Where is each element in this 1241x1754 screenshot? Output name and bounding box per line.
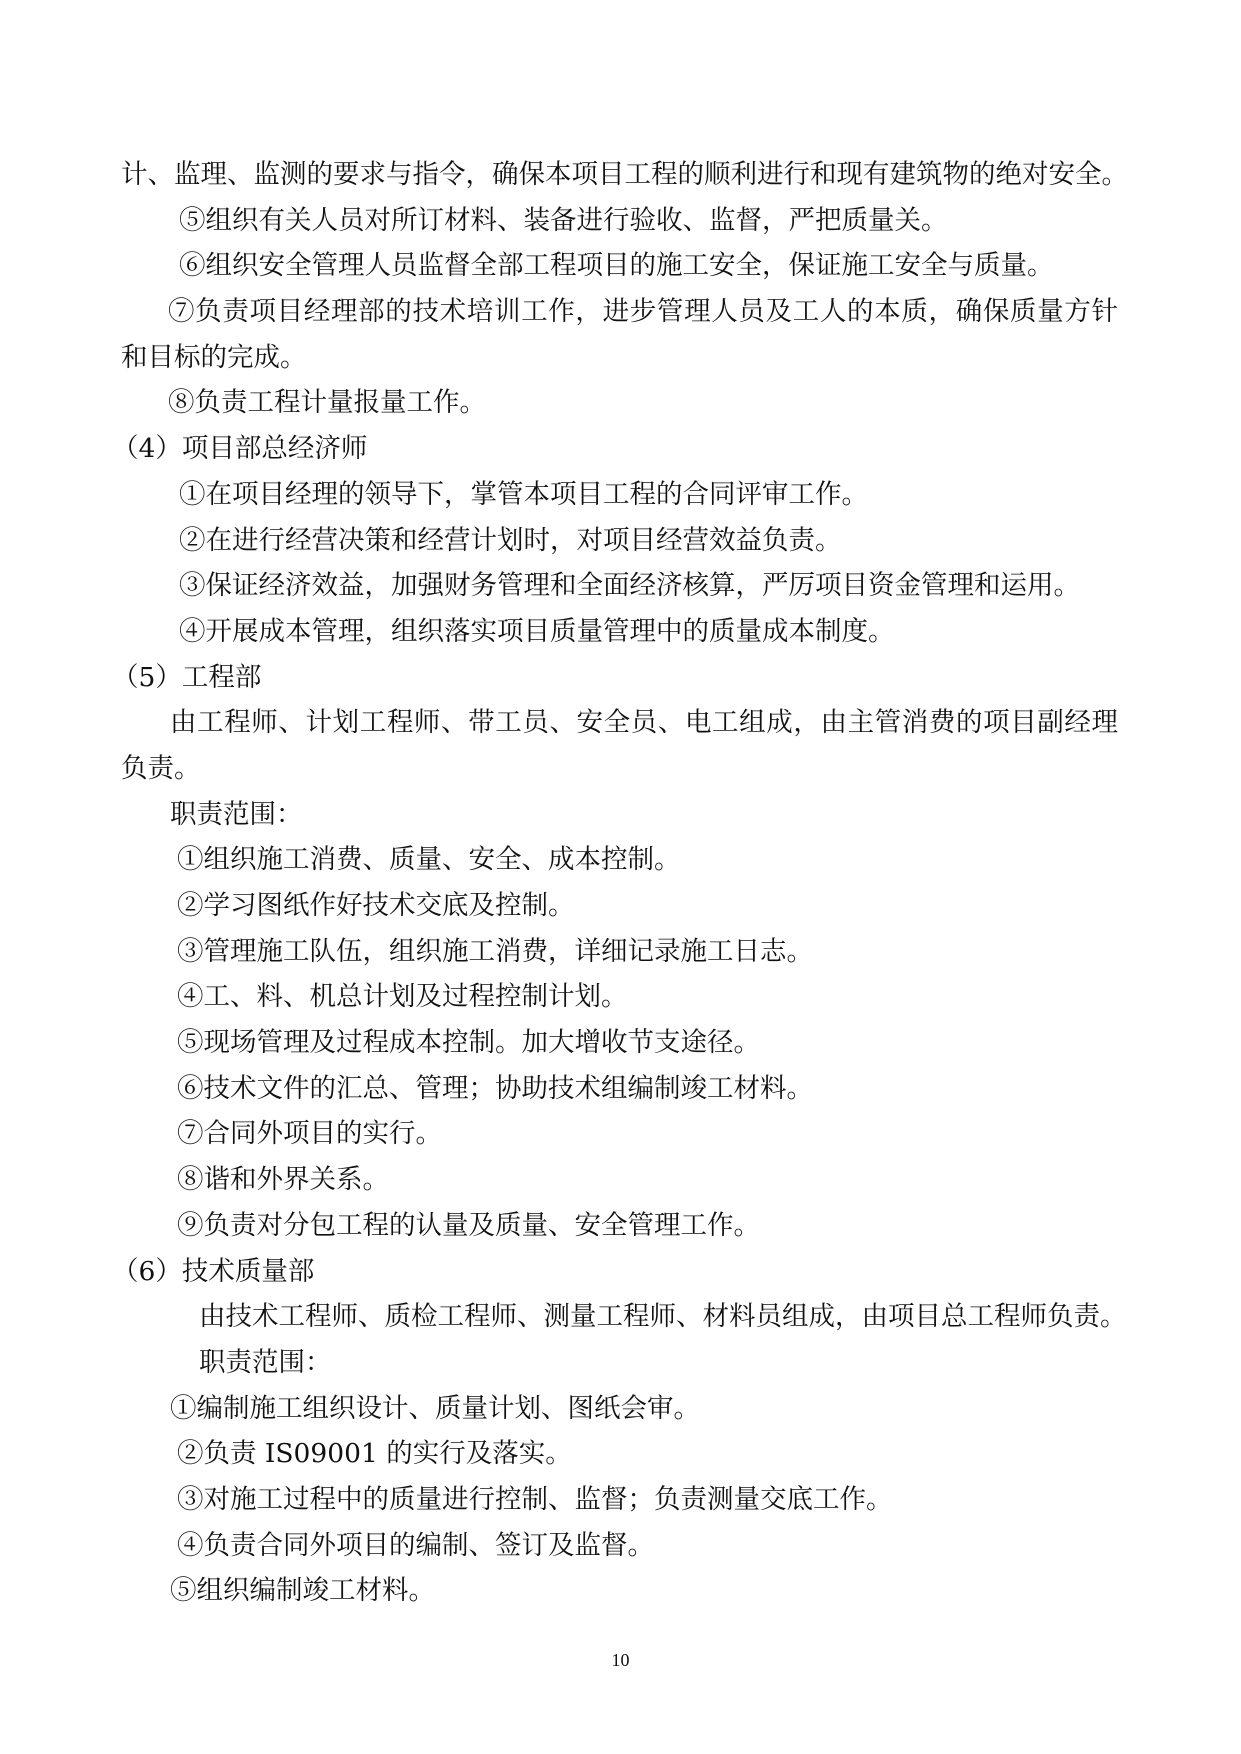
- list-item: ①在项目经理的领导下，掌管本项目工程的合同评审工作。: [179, 478, 868, 510]
- list-item: ③管理施工队伍，组织施工消费，详细记录施工日志。: [177, 935, 813, 967]
- text-line: 和目标的完成。: [121, 341, 307, 373]
- list-item: ⑤组织有关人员对所订材料、装备进行验收、监督，严把质量关。: [179, 204, 948, 236]
- section-heading: （4）项目部总经济师: [112, 433, 368, 465]
- list-item: ⑤现场管理及过程成本控制。加大增收节支途径。: [177, 1027, 760, 1059]
- list-item: ④工、料、机总计划及过程控制计划。: [177, 981, 628, 1013]
- list-item: ③保证经济效益，加强财务管理和全面经济核算，严厉项目资金管理和运用。: [179, 570, 1080, 602]
- body-text: [0, 152, 1241, 1614]
- section-heading: （6）技术质量部: [112, 1255, 315, 1287]
- subheading: 职责范围：: [170, 798, 303, 830]
- list-item: ⑨负责对分包工程的认量及质量、安全管理工作。: [177, 1209, 760, 1241]
- list-item: ②负责 IS09001 的实行及落实。: [177, 1438, 572, 1470]
- list-item: ②学习图纸作好技术交底及控制。: [177, 890, 575, 921]
- list-item: ④负责合同外项目的编制、签订及监督。: [177, 1529, 654, 1561]
- text-line: 由技术工程师、质检工程师、测量工程师、材料员组成，由项目总工程师负责。: [199, 1301, 1127, 1333]
- text-line: 负责。: [121, 752, 201, 784]
- list-item: ③对施工过程中的质量进行控制、监督；负责测量交底工作。: [177, 1483, 893, 1515]
- list-item: ⑧负责工程计量报量工作。: [168, 387, 486, 419]
- list-item: ⑧谐和外界关系。: [177, 1164, 389, 1196]
- text-line: 计、监理、监测的要求与指令，确保本项目工程的顺利进行和现有建筑物的绝对安全。: [121, 159, 1128, 190]
- list-item: ⑦合同外项目的实行。: [177, 1118, 442, 1150]
- list-item: ④开展成本管理，组织落实项目质量管理中的质量成本制度。: [179, 615, 895, 647]
- text-line: 由工程师、计划工程师、带工员、安全员、电工组成，由主管消费的项目副经理: [170, 707, 1118, 739]
- list-item: ⑥组织安全管理人员监督全部工程项目的施工安全，保证施工安全与质量。: [179, 250, 1054, 282]
- section-heading: （5）工程部: [112, 661, 262, 693]
- list-item: ①组织施工消费、质量、安全、成本控制。: [177, 844, 681, 876]
- list-item: ⑥技术文件的汇总、管理；协助技术组编制竣工材料。: [177, 1072, 813, 1104]
- subheading: 职责范围：: [199, 1346, 332, 1378]
- list-item: ①编制施工组织设计、质量计划、图纸会审。: [170, 1392, 700, 1424]
- list-item: ⑤组织编制竣工材料。: [170, 1575, 435, 1607]
- list-item: ⑦负责项目经理部的技术培训工作，进步管理人员及工人的本质，确保质量方针: [168, 296, 1118, 328]
- list-item: ②在进行经营决策和经营计划时，对项目经营效益负责。: [179, 524, 842, 556]
- page-number: 10: [611, 1650, 630, 1670]
